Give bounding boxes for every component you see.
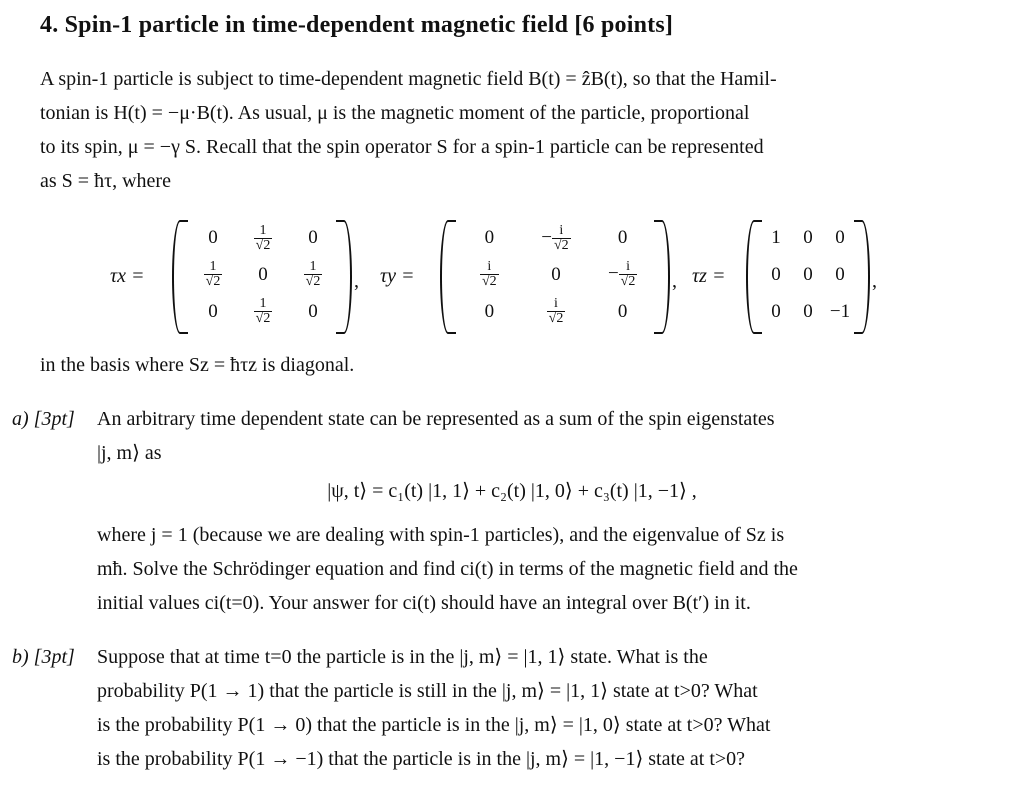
intro-line-4: as S = ħτ, where (40, 170, 171, 192)
matrix-entry: $\frac{1}{√2}$ (255, 222, 271, 253)
spin-matrices (110, 220, 990, 340)
matrix-entry: 0 (803, 263, 813, 285)
matrix-entry: −1 (829, 300, 851, 322)
tau-x-left-paren (172, 220, 188, 334)
matrix-entry: 0 (803, 227, 813, 249)
matrix-entry: $\frac{1}{√2}$ (255, 296, 271, 327)
basis-line: in the basis where Sz = ħτz is diagonal. (40, 354, 355, 376)
matrix-entry: 0 (835, 227, 845, 249)
part-a-label: a) [3pt] (12, 408, 75, 430)
matrix-entry: − $\frac{i}{√2}$ (541, 222, 569, 253)
matrix-entry: 1 (771, 227, 781, 249)
part-b-line-2: probability P(1 → 1) that the particle is still in the |j, m⟩ = |1, 1⟩ state at t>0? What (97, 680, 758, 702)
part-b-line-1: Suppose that at time t=0 the particle is in the |j, m⟩ = |1, 1⟩ state. What is the (97, 646, 708, 668)
part-a-text (97, 402, 980, 470)
part-a-line-3: where j = 1 (because we are dealing with spin-1 particles), and the eigenvalue of Sz is (97, 524, 785, 546)
tau-x-label: τx = (110, 265, 145, 287)
matrix-entry: 0 (258, 263, 268, 285)
intro-line-3: to its spin, μ = −γ S. Recall that the spin operator S for a spin-1 particle can be represented (40, 136, 764, 158)
part-b-line-4: is the probability P(1 → −1) that the particle is in the |j, m⟩ = |1, −1⟩ state at t>0? (97, 748, 746, 770)
part-a-line-5: initial values ci(t=0). Your answer for ci(t) should have an integral over B(t′) in it. (97, 592, 751, 614)
matrix-comma: , (354, 270, 359, 292)
intro-paragraph (40, 62, 980, 198)
state-equation: |ψ, t⟩ = c₁(t) |1, 1⟩ + c₂(t) |1, 0⟩ + c₃(t) |1, −1⟩ , (327, 480, 697, 502)
part-a-line-1: An arbitrary time dependent state can be represented as a sum of the spin eigenstates (97, 408, 775, 430)
part-a-line-2: |j, m⟩ as (97, 442, 162, 464)
matrix-entry: 0 (835, 263, 845, 285)
matrix-entry: 0 (617, 300, 628, 322)
tau-y-left-paren (440, 220, 456, 334)
matrix-entry: 0 (308, 227, 318, 249)
tau-z-label: τz = (692, 265, 726, 287)
problem-title: 4. Spin-1 particle in time-dependent magnetic field [6 points] (40, 12, 674, 38)
matrix-entry: 0 (803, 300, 813, 322)
matrix-entry: 0 (484, 300, 495, 322)
part-b-label: b) [3pt] (12, 646, 75, 668)
part-a-text-continued (97, 518, 980, 620)
matrix-entry: 0 (208, 300, 218, 322)
matrix-entry: 0 (551, 263, 561, 285)
tau-y-right-paren (654, 220, 670, 334)
matrix-entry: $\frac{i}{√2}$ (548, 296, 564, 327)
intro-line-1: A spin-1 particle is subject to time-dependent magnetic field B(t) = ẑB(t), so that the Hamil- (40, 68, 777, 90)
tau-y-matrix (456, 220, 656, 330)
matrix-entry: $\frac{i}{√2}$ (481, 259, 497, 290)
matrix-entry: 0 (771, 300, 781, 322)
tau-x-matrix (188, 220, 338, 330)
matrix-comma: , (872, 270, 877, 292)
matrix-entry: $\frac{1}{√2}$ (205, 259, 221, 290)
intro-line-2: tonian is H(t) = −μ·B(t). As usual, μ is the magnetic moment of the particle, proportional (40, 102, 750, 124)
part-a-line-4: mħ. Solve the Schrödinger equation and find ci(t) in terms of the magnetic field and the (97, 558, 798, 580)
tau-y-label: τy = (380, 265, 415, 287)
part-b-text (97, 640, 980, 776)
matrix-entry: $\frac{1}{√2}$ (305, 259, 321, 290)
matrix-entry: 0 (484, 227, 495, 249)
matrix-entry: 0 (208, 227, 218, 249)
tau-z-matrix (760, 220, 856, 330)
tau-z-right-paren (854, 220, 870, 334)
tau-x-right-paren (336, 220, 352, 334)
part-b-line-3: is the probability P(1 → 0) that the particle is in the |j, m⟩ = |1, 0⟩ state at t>0? What (97, 714, 771, 736)
matrix-entry: − $\frac{i}{√2}$ (607, 259, 636, 290)
matrix-comma: , (672, 270, 677, 292)
matrix-entry: 0 (308, 300, 318, 322)
matrix-entry: 0 (617, 227, 628, 249)
matrix-entry: 0 (771, 263, 781, 285)
